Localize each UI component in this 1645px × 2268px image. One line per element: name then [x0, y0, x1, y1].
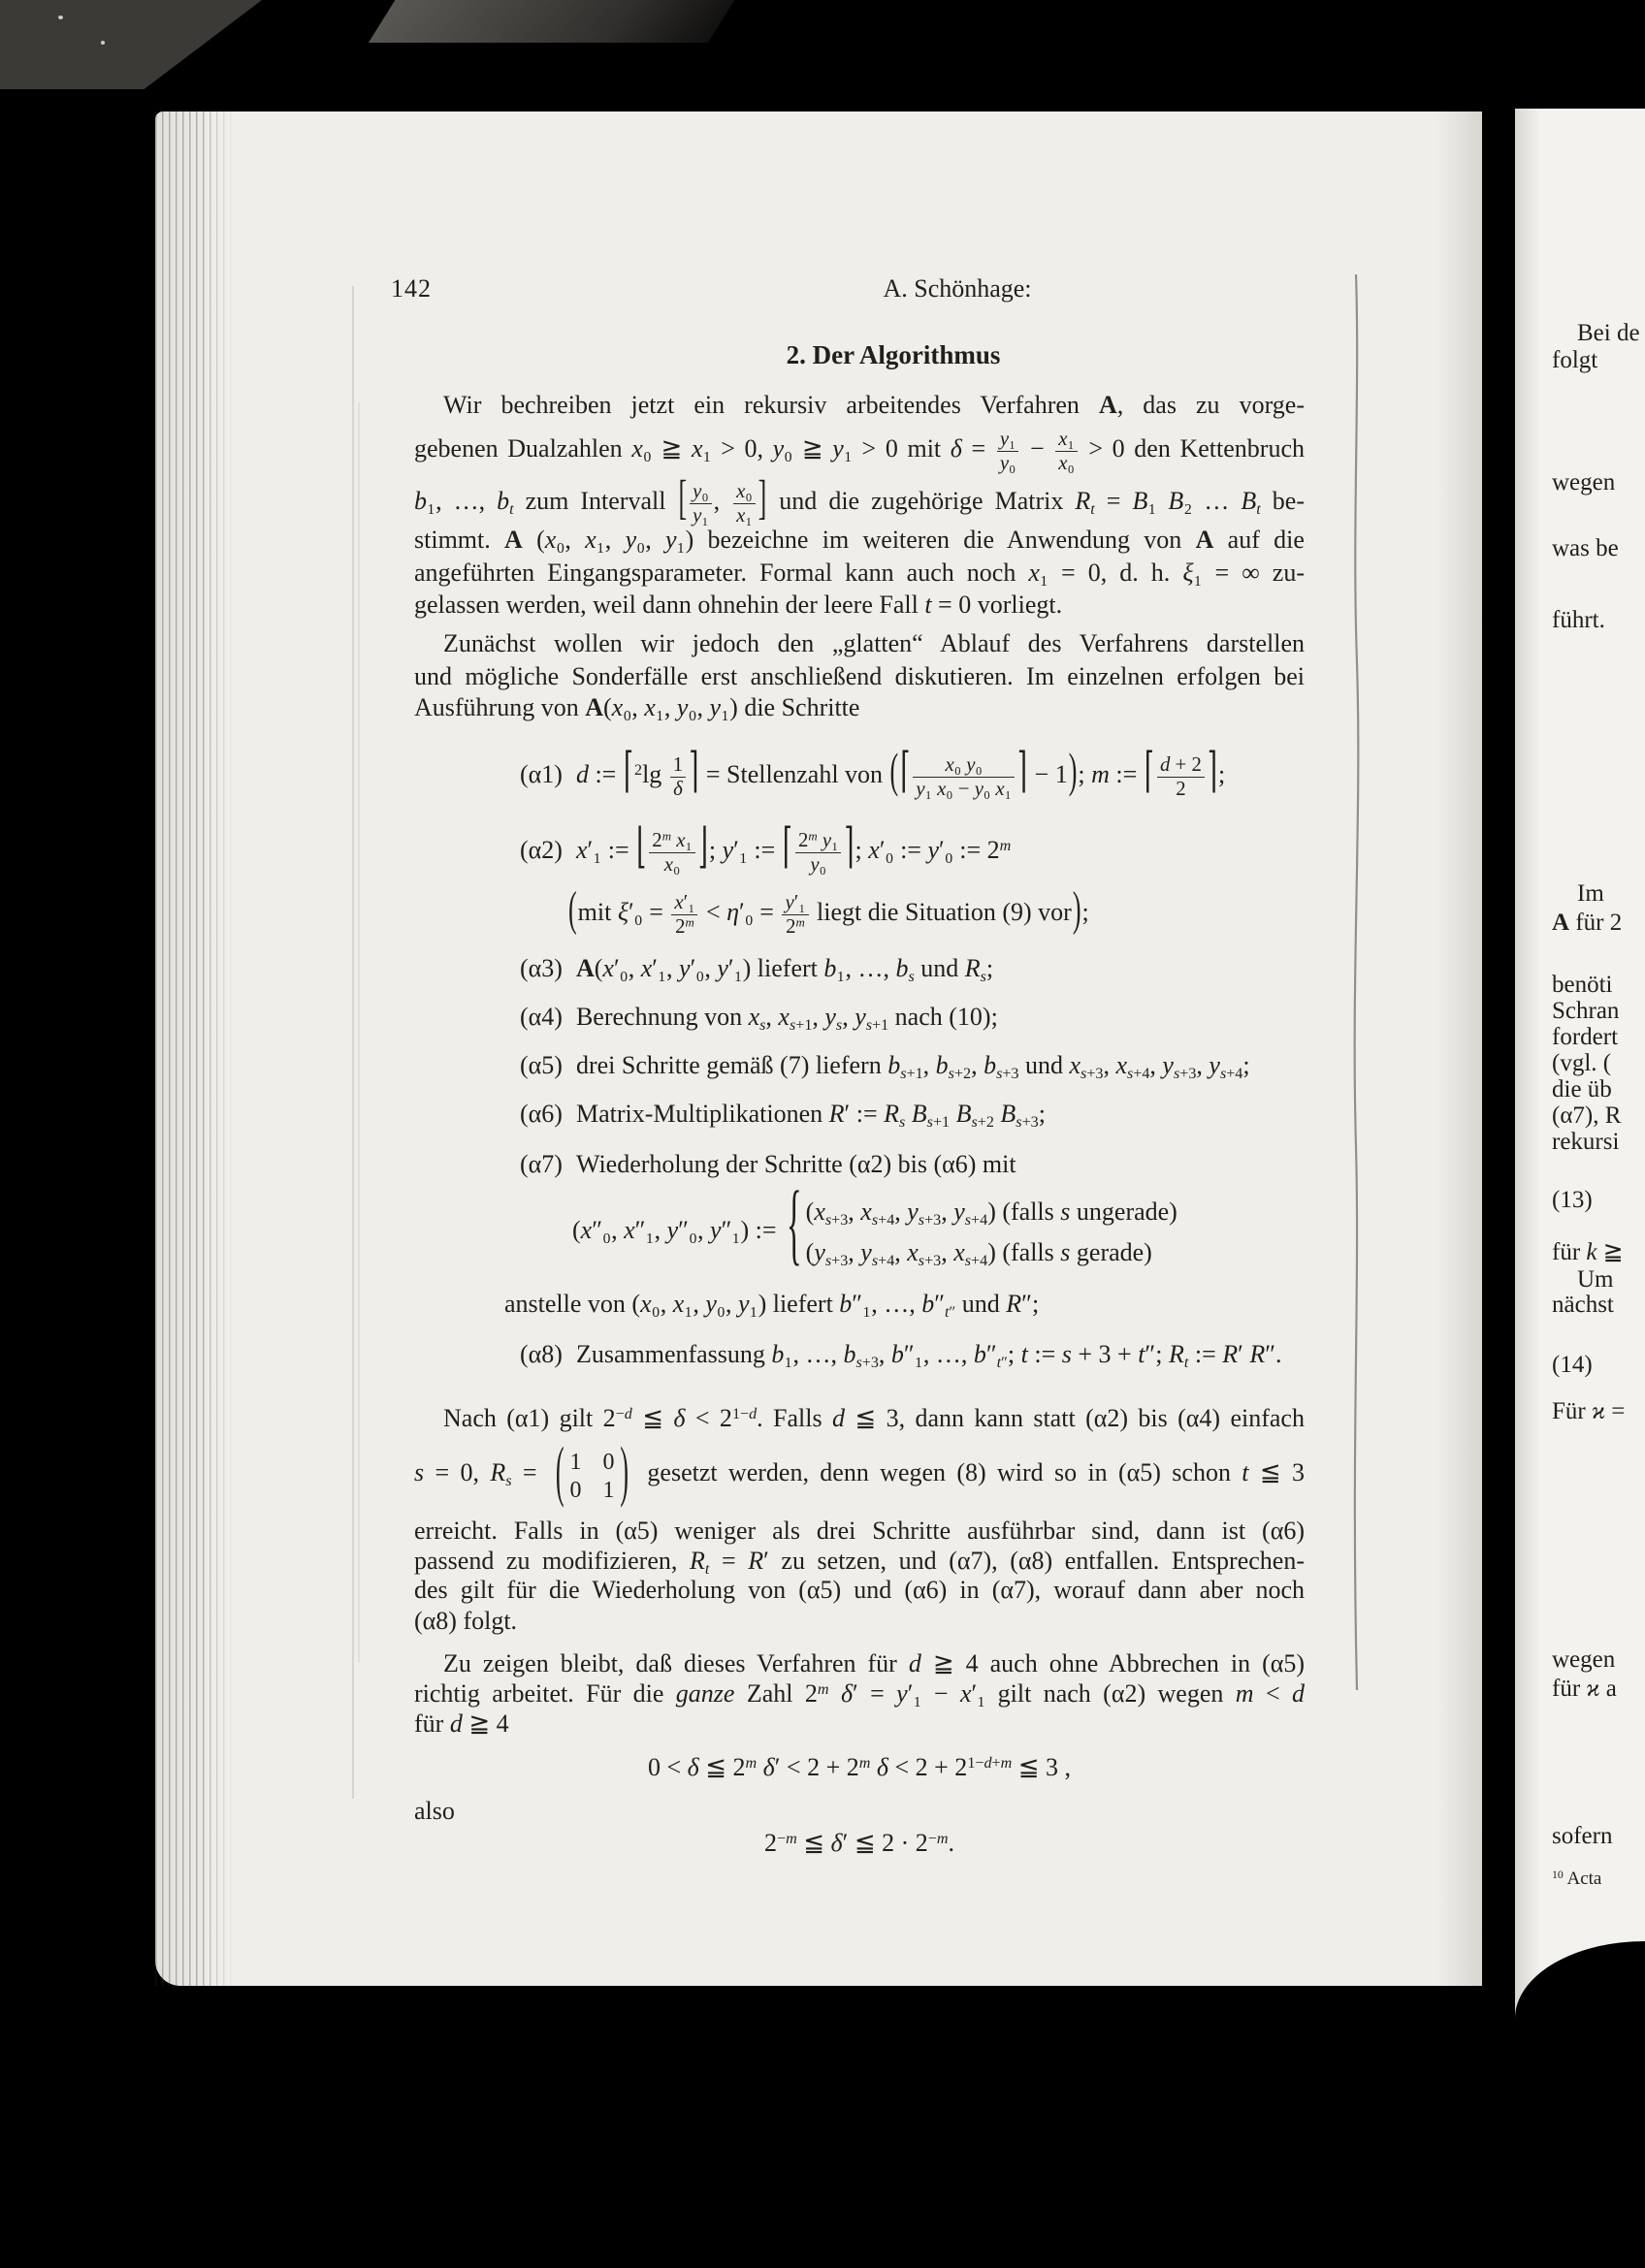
page-edge-striations: [155, 112, 239, 1986]
page-fragment: rekursi: [1552, 1129, 1620, 1155]
matrix-pre-text: s = 0, $R_s$ =: [414, 1458, 548, 1489]
section-title: 2. Der Algorithmus: [786, 340, 1001, 369]
matrix-post-text: gesetzt werden, denn wegen (8) wird so in (α5) schon t ≦ 3: [636, 1458, 1305, 1486]
step-body: Wiederholung der Schritte (α2) bis (α6) mit: [575, 1150, 1016, 1178]
step-label: (α3): [520, 954, 563, 982]
page-fragment: Für ϰ =: [1552, 1398, 1626, 1424]
text-line: gebenen Dualzahlen x₀ ≧ x₁ > 0, y₀ ≧ y₁ > 0 mit δ = $\frac{\text{y₁}}{\text{y₀}}$ − $\frac{\text{x₁}}{\text{x₀}}$ > 0 den Kettenbruch: [414, 428, 1305, 474]
text-line: Nach (α1) gilt $2^{-d}$ ≦ $\delta < 2^{1-d}$. Falls d ≦ 3, dann kann statt (α2) bis (α4) einfach: [443, 1404, 1305, 1432]
text-line: richtig arbeitet. Für die ganze Zahl 2$^m$ δ′ = y′₁ − x′₁ gilt nach (α2) wegen m < d: [414, 1679, 1305, 1708]
alpha7-case-formula: [572, 1174, 1348, 1277]
step-label: (α2): [520, 836, 563, 864]
page-fragment: fordert: [1552, 1024, 1619, 1050]
step-body: drei Schritte gemäß (7) liefern $b_{s+1}$, $b_{s+2}$, $b_{s+3}$ und $x_{s+3}$, $x_{s+4}$, $y_{s+3}$, $y_{s+4}$;: [575, 1051, 1250, 1082]
text-line: passend zu modifizieren, $R_t = R'$ zu setzen, und (α7), (α8) entfallen. Entsprechen-: [414, 1547, 1305, 1578]
text-line: angeführten Eingangsparameter. Formal kann auch noch x₁ = 0, d. h. ξ₁ = ∞ zu-: [414, 559, 1306, 587]
scan-speck: [101, 41, 105, 45]
display-formula: $2^{-m}$ ≦ δ′ ≦ $2 \cdot 2^{-m}$.: [764, 1829, 954, 1857]
case-row: ($y_{s+3}$, $y_{s+4}$, $x_{s+3}$, $x_{s+4}$) (falls s gerade): [805, 1238, 1152, 1269]
algorithm-step-a2: [520, 815, 1354, 885]
adjacent-page: [1515, 109, 1645, 2054]
step-label: (α1): [520, 760, 563, 788]
text-line: erreicht. Falls in (α5) weniger als drei Schritte ausführbar sind, dann ist (α6): [414, 1517, 1305, 1545]
matrix-cell: 1: [602, 1478, 615, 1504]
page-fragment: (vgl. (: [1552, 1050, 1612, 1076]
step-label: (α8): [520, 1340, 563, 1368]
step-label: (α4): [520, 1003, 563, 1031]
step-body: Zusammenfassung b₁, …, $b_{s+3}$, b″₁, …, $b''_{t''}$; t := s + 3 + t″; $R_t$ := R′ R″.: [575, 1340, 1282, 1371]
matrix-cell: 0: [569, 1478, 582, 1504]
running-head: A. Schönhage:: [883, 274, 1032, 303]
page-fragment: A für 2: [1552, 910, 1623, 936]
algorithm-step-a3: [520, 951, 1354, 986]
algorithm-step-a8: [520, 1337, 1393, 1372]
matrix-cell: 0: [602, 1449, 615, 1475]
page-fragment: wegen: [1552, 469, 1616, 495]
also-word: also: [414, 1797, 455, 1825]
text-line: gelassen werden, weil dann ohnehin der leere Fall t = 0 vorliegt.: [414, 591, 1063, 619]
page-fragment: (14): [1552, 1352, 1593, 1378]
step-label: (α5): [520, 1051, 563, 1079]
text-line: (α8) folgt.: [414, 1607, 518, 1635]
page-fragment: für k ≧: [1552, 1239, 1624, 1265]
step-body: Berechnung von $x_s$, $x_{s+1}$, $y_s$, $y_{s+1}$ nach (10);: [575, 1003, 998, 1034]
algorithm-step-a4: [520, 1000, 1354, 1035]
page-fragment: Bei de: [1577, 320, 1640, 346]
step-label: (α6): [520, 1100, 563, 1128]
case-rows: [806, 1192, 1177, 1273]
margin-crease: [352, 286, 354, 1799]
page-fragment: führt.: [1552, 607, 1605, 633]
scan-light-streak: [369, 0, 743, 43]
step-label: (α7): [520, 1150, 563, 1178]
step-body: d := ⌈$^2$lg $\frac{1}{\delta}$ ⌉ = Stellenzahl von (⌈ $\frac{\text{x₀ y₀}}{\text{y₁ x₀ − y₀ x₁}}$ ⌉ − 1); m := ⌈ $\frac{d + 2}{2}$ ⌉;: [575, 744, 1226, 800]
case-row: ($x_{s+3}$, $x_{s+4}$, $y_{s+3}$, $y_{s+4}$) (falls s ungerade): [805, 1198, 1177, 1229]
margin-crease: [358, 402, 360, 1663]
page-fragment: die üb: [1552, 1076, 1612, 1102]
page-fragment: Um: [1577, 1266, 1614, 1293]
page-fragment: für ϰ a: [1552, 1676, 1617, 1702]
text-line: Ausführung von A(x₀, x₁, y₀, y₁) die Schritte: [414, 693, 860, 721]
scanned-page: [155, 112, 1482, 1986]
text-line: b₁, …, $b_t$ zum Intervall [ $\frac{\text{y₀}}{\text{y₁}}$ , $\frac{\text{x₀}}{\text{x₁}}$ ] und die zugehörige Matrix $R_t = B_1$ B₂ … $B_t$ be-: [414, 470, 1305, 527]
page-fragment: sofern: [1552, 1823, 1613, 1849]
matrix-cell: 1: [569, 1449, 582, 1475]
text-line: Wir bechreiben jetzt ein rekursiv arbeitendes Verfahren A, das zu vorge-: [443, 391, 1305, 419]
page-fragment: Schran: [1552, 998, 1620, 1024]
step-body: A(x′₀, x′₁, y′₀, y′₁) liefert b₁, …, $b_s$ und $R_s$;: [575, 954, 994, 985]
matrix-paren-left: (: [555, 1433, 564, 1510]
algorithm-step-a6: [520, 1097, 1354, 1132]
text-line: des gilt für die Wiederholung von (α5) und (α6) in (α7), worauf dann aber noch: [414, 1576, 1305, 1604]
page-fragment: (13): [1552, 1187, 1593, 1213]
case-brace: {: [787, 1174, 802, 1277]
identity-matrix: [554, 1433, 630, 1510]
page-fragment: was be: [1552, 535, 1619, 561]
page-fragment: Im: [1577, 880, 1604, 907]
scan-speck: [58, 16, 63, 19]
page-fragment: nächst: [1552, 1292, 1614, 1318]
anstelle-line: anstelle von (x₀, x₁, y₀, y₁) liefert b″₁, …, $b''_{t''}$ und R″;: [504, 1290, 1040, 1321]
matrix-line: [414, 1433, 1305, 1510]
step-body: x′₁ := ⌊ $\frac{2^m x_1}{\text{x₀}}$ ⌋; y′₁ := ⌈ $\frac{2^m y_1}{\text{y₀}}$ ⌉; x′₀ := y′₀ := $2^m$: [575, 819, 1012, 876]
page-fragment: wegen: [1552, 1646, 1616, 1673]
text-line: Zu zeigen bleibt, daß dieses Verfahren für d ≧ 4 auch ohne Abbrechen in (α5): [443, 1649, 1306, 1677]
mit-remark-line: (mit ξ′₀ = $\frac{\text{x′₁}}{2^m}$ < η′₀ = $\frac{\text{y′₁}}{2^m}$ liegt die Situation (9) vor);: [568, 881, 1089, 938]
algorithm-step-a7: [520, 1147, 1354, 1182]
matrix-paren-right: ): [620, 1433, 629, 1510]
scan-corner-texture: [0, 0, 262, 89]
text-line: Zunächst wollen wir jedoch den „glatten“ Ablauf des Verfahrens darstellen: [443, 629, 1305, 657]
page-fragment: $^{10}$ Acta: [1552, 1869, 1602, 1889]
step-body: Matrix-Multiplikationen R′ := $R_s$ $B_{s+1}$ $B_{s+2}$ $B_{s+3}$;: [575, 1100, 1046, 1131]
text-line: stimmt. A (x₀, x₁, y₀, y₁) bezeichne im weiteren die Anwendung von A auf die: [414, 526, 1305, 554]
case-lhs: (x″₀, x″₁, y″₀, y″₁) :=: [572, 1216, 784, 1244]
text-line: und mögliche Sonderfälle erst anschließend diskutieren. Im einzelnen erfolgen bei: [414, 662, 1305, 690]
page-fragment: (α7), R: [1552, 1102, 1622, 1129]
page-curl-shadow: [1515, 1941, 1645, 2054]
display-formula: 0 < δ ≦ 2$^m$ $\delta' < 2 + 2^m$ $\delta < 2 + 2^{1-d+m}$ ≦ 3 ,: [647, 1753, 1072, 1781]
page-number: 142: [391, 274, 432, 303]
page-fragment: benöti: [1552, 972, 1613, 998]
algorithm-step-a5: [520, 1048, 1393, 1083]
text-line: für d ≧ 4: [414, 1709, 509, 1738]
page-fragment: folgt: [1552, 347, 1598, 373]
